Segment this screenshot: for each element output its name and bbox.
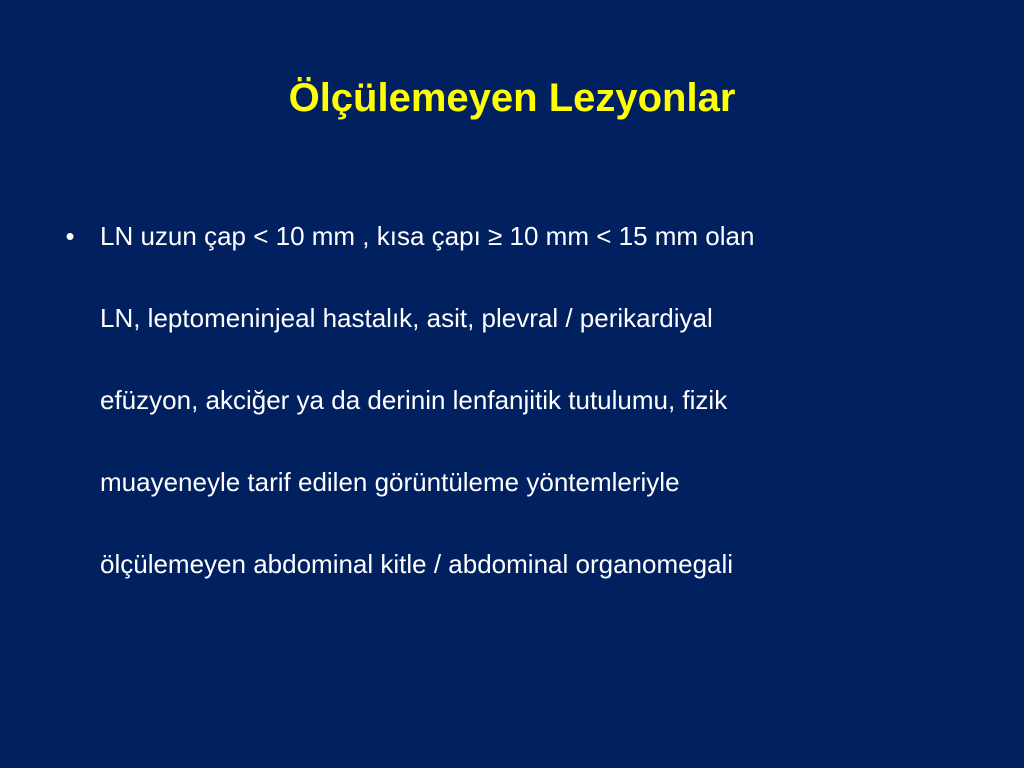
bullet-text-line-3: efüzyon, akciğer ya da derinin lenfanjitik tutulumu, fizik: [100, 385, 728, 415]
bullet-text-line-2: LN, leptomeninjeal hastalık, asit, plevral / perikardiyal: [100, 303, 713, 333]
bullet-text-line-5: ölçülemeyen abdominal kitle / abdominal organomegali: [100, 549, 734, 579]
slide-title: Ölçülemeyen Lezyonlar: [288, 76, 736, 120]
bullet-list: [60, 210, 980, 620]
bullet-text-line-4: muayeneyle tarif edilen görüntüleme yöntemleriyle: [100, 467, 680, 497]
bullet-icon: •: [65, 221, 75, 251]
bullet-text-line-1: LN uzun çap < 10 mm , kısa çapı ≥ 10 mm < 15 mm olan: [100, 221, 755, 251]
bullet-item: [60, 210, 980, 620]
